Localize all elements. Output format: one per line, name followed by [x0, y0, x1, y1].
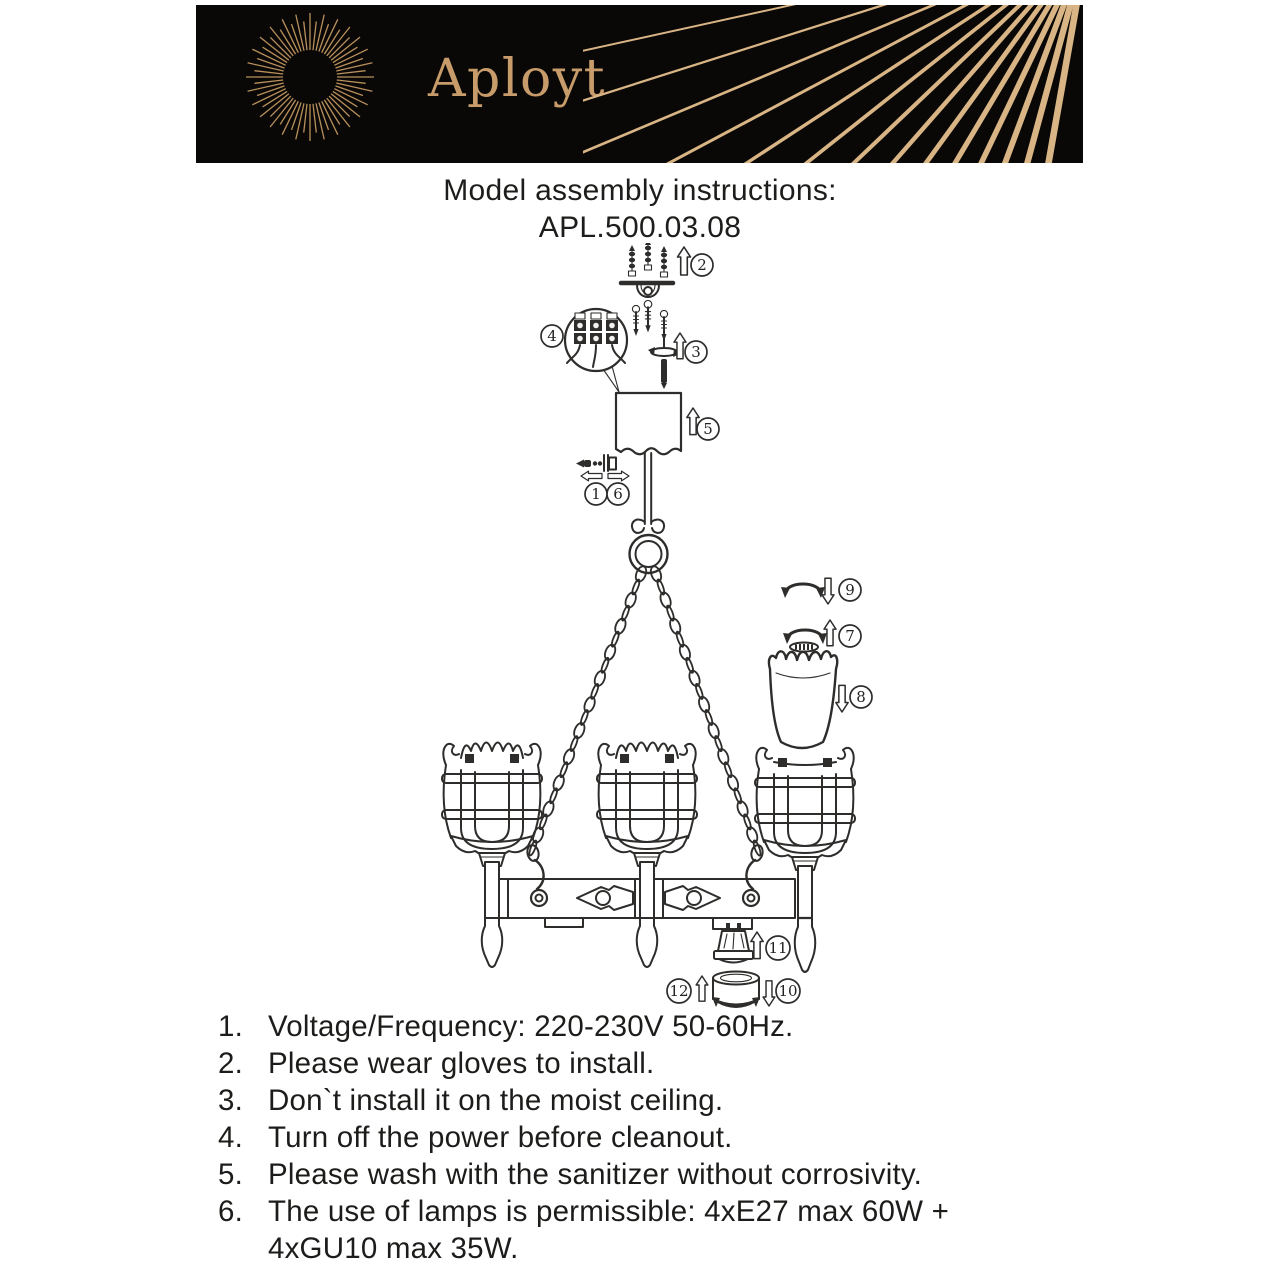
svg-text:6: 6: [613, 485, 623, 503]
label-8: [850, 686, 872, 708]
rotate-cap-step9: [781, 584, 825, 598]
item-number: 6.: [218, 1195, 244, 1228]
arrow-up-step12-icon: [696, 976, 708, 1001]
instruction-item: [218, 1082, 1068, 1119]
instruction-item: [218, 1193, 1068, 1267]
canopy-side-screw: [576, 455, 616, 471]
assembly-diagram: [435, 243, 890, 1013]
svg-text:10: 10: [778, 982, 798, 1000]
instruction-item: [218, 1119, 1068, 1156]
brand-logo-starburst-icon: [232, 5, 388, 155]
svg-text:3: 3: [691, 343, 701, 361]
item-text: Don`t install it on the moist ceiling.: [268, 1084, 724, 1117]
decorative-rays-icon: [583, 5, 1083, 163]
arrow-right-step6-icon: [608, 471, 629, 481]
item-number: 1.: [218, 1010, 244, 1043]
label-12: [667, 979, 691, 1003]
svg-text:5: 5: [703, 420, 713, 438]
torch-lamp-left: [442, 743, 542, 867]
spare-glass-shade: [769, 651, 837, 748]
svg-text:4: 4: [547, 327, 557, 345]
arrow-down-step9-icon: [822, 578, 834, 604]
model-number: APL.500.03.08: [538, 211, 742, 244]
suspension-ring: [630, 535, 668, 573]
terminal-block-detail: [565, 309, 627, 392]
item-number: 5.: [218, 1158, 244, 1191]
svg-text:9: 9: [845, 581, 855, 599]
item-text: Turn off the power before cleanout.: [268, 1121, 733, 1154]
svg-text:8: 8: [856, 688, 866, 706]
label-6: [607, 483, 629, 505]
decorative-ring: [712, 972, 760, 1008]
item-text: Voltage/Frequency: 220-230V 50-60Hz.: [268, 1010, 794, 1043]
label-10: [776, 979, 800, 1003]
item-text-line2: 4xGU10 max 35W.: [268, 1232, 519, 1265]
instruction-item: [218, 1008, 1068, 1045]
item-number: 4.: [218, 1121, 244, 1154]
instructions-list: [218, 1008, 1068, 1267]
arrow-up-step2-icon: [678, 247, 691, 275]
ceiling-bracket: [621, 283, 673, 297]
item-number: 3.: [218, 1084, 244, 1117]
torch-handle-right: [795, 918, 816, 972]
svg-text:2: 2: [697, 256, 707, 274]
label-1: [585, 483, 607, 505]
hanging-rod: [632, 453, 664, 533]
svg-text:12: 12: [669, 982, 689, 1000]
label-7: [839, 625, 861, 647]
threaded-rod-step3: [648, 337, 680, 389]
brand-name: Aployt: [428, 49, 607, 109]
arrow-down-step8-icon: [836, 685, 848, 712]
mounting-screws: [632, 300, 667, 341]
arrow-up-step7-icon: [824, 620, 836, 646]
canopy: [616, 393, 681, 454]
label-2: [691, 254, 713, 276]
svg-text:1: 1: [591, 485, 601, 503]
label-3: [685, 341, 707, 363]
ceiling-anchors: [629, 243, 668, 277]
label-5: [697, 418, 719, 440]
item-text: Please wash with the sanitizer without corrosivity.: [268, 1158, 922, 1191]
svg-text:7: 7: [845, 627, 855, 645]
torch-handle-left: [482, 918, 503, 967]
assembly-title: Model assembly instructions:: [443, 174, 837, 207]
label-11: [766, 936, 790, 960]
arrow-down-step10-icon: [763, 981, 775, 1006]
label-4: [541, 325, 563, 347]
brand-banner: [196, 5, 1083, 163]
rotate-ring-step7: [783, 630, 827, 652]
label-9: [839, 579, 861, 601]
instruction-item: [218, 1156, 1068, 1193]
torch-lamp-center: [597, 743, 697, 867]
torch-handle-center: [637, 918, 658, 967]
torch-lamp-right: [755, 748, 855, 870]
item-text: The use of lamps is permissible: 4xE27 max 60W +: [268, 1195, 949, 1228]
svg-text:11: 11: [768, 939, 788, 957]
arrow-left-step1-icon: [581, 471, 602, 481]
item-text: Please wear gloves to install.: [268, 1047, 655, 1080]
item-number: 2.: [218, 1047, 244, 1080]
instruction-item: [218, 1045, 1068, 1082]
